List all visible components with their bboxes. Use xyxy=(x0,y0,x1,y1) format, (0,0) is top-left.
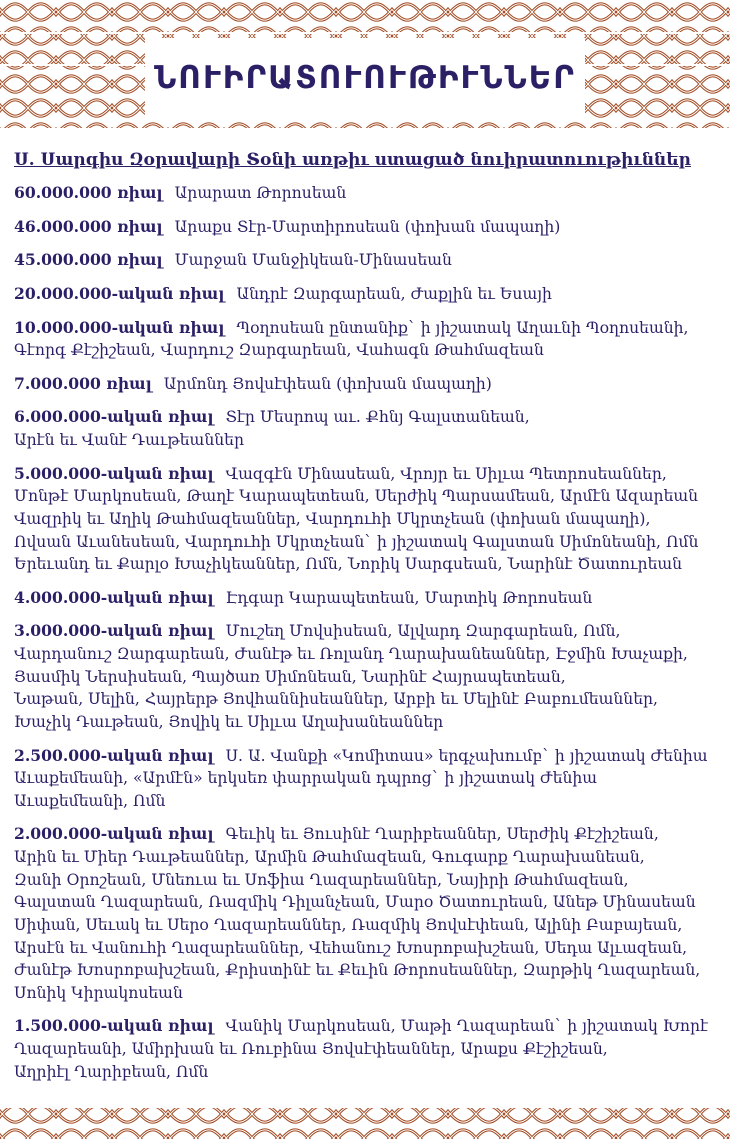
donation-entry xyxy=(14,823,714,1004)
donation-amount: 46.000.000 ռիալ xyxy=(14,216,163,236)
donation-entry xyxy=(14,406,714,451)
donor-names-line: Նաթան, Սելին, Հայրերթ Յովհաննիսեաններ, Արբի եւ Մելինէ Բաբումեաններ, xyxy=(14,690,659,709)
donation-entry xyxy=(14,317,714,362)
donation-amount: 6.000.000-ական ռիալ xyxy=(14,407,214,427)
donor-names-line: Վարդանուշ Զարգարեան, Ժանէթ եւ Ռոլանդ Ղարախանեաններ, Էջմին Խաչաքի, xyxy=(14,645,688,663)
donation-amount: 60.000.000 ռիալ xyxy=(14,183,163,202)
donation-entry xyxy=(14,182,714,205)
donations-list xyxy=(14,150,714,1094)
donor-names-line: Մարջան Մանջիկեան-Մինասեան xyxy=(174,251,452,270)
donor-names-line: Ղազարեանի, Ամիրխան եւ Ռուբինա Յովսէփեաններ, Արաքս Քէշիշեան, xyxy=(14,1040,608,1058)
donor-names-line: Արին եւ Միեր Դաւթեաններ, Արմին Թահմազեան, Գուգարք Ղարախանեան, xyxy=(14,848,645,866)
donor-names-line: Անդրէ Զարգարեան, Ժաքլին եւ Եսայի xyxy=(236,284,552,303)
donor-names-line: Մուշեղ Մովսիսեան, Ալվարդ Զարգարեան, Ոմն, xyxy=(225,622,621,641)
donation-entry xyxy=(14,745,714,813)
donor-names-line: Էդգար Կարապետեան, Մարտիկ Թորոսեան xyxy=(225,588,593,607)
donor-names-line: Աւաքեմեանի, Ոմն xyxy=(14,791,166,810)
donation-amount: 1.500.000-ական ռիալ xyxy=(14,1016,214,1036)
donor-names-line: Սիփան, Սեւակ եւ Սերօ Ղազարեաններ, Ռազմիկ Յովսէփեան, Ալինի Բաբայեան, xyxy=(14,915,683,934)
donation-amount: 5.000.000-ական ռիալ xyxy=(14,463,214,483)
donation-entry xyxy=(14,283,714,306)
donor-names-line: Արարատ Թորոսեան xyxy=(174,184,347,202)
donor-names-line: Վանիկ Մարկոսեան, Մաթի Ղազարեան` ի յիշատակ Խորէ xyxy=(225,1017,709,1036)
donation-amount: 45.000.000 ռիալ xyxy=(14,250,163,270)
donor-names-line: Գէորգ Քէշիշեան, Վարդուշ Զարգարեան, Վահագն Թահմազեան xyxy=(14,341,544,360)
donor-names-line: Ս. Ա. Վանքի «Կոմիտաս» երգչախումբ` ի յիշատակ Ժենիա xyxy=(225,746,708,765)
donor-names-line: Խաչիկ Դաւթեան, Յովիկ եւ Սիլւա Աղախանեաններ xyxy=(14,712,444,731)
donation-amount: 3.000.000-ական ռիալ xyxy=(14,621,214,641)
entries-container xyxy=(14,182,714,1083)
title-box xyxy=(145,38,585,118)
donation-entry xyxy=(14,620,714,733)
donation-amount: 2.000.000-ական ռիալ xyxy=(14,824,214,844)
donation-amount: 2.500.000-ական ռիալ xyxy=(14,745,214,765)
donation-amount: 10.000.000-ական ռիալ xyxy=(14,317,225,337)
page-title: ՆՈՒԻՐԱՏՈՒՈՒԹԻՒՆՆԵՐ xyxy=(154,60,576,96)
donation-entry xyxy=(14,373,714,396)
section-heading: Ս. Սարգիս Զօրավարի Տօնի առթիւ ստացած նուիրատուութիւններ xyxy=(14,150,691,170)
donor-names-line: Աղրիէլ Ղարիբեան, Ոմն xyxy=(14,1062,209,1081)
donation-amount: 4.000.000-ական ռիալ xyxy=(14,587,214,607)
donor-names-line: Տէր Մեսրոպ աւ. Քհնյ Գալստանեան, xyxy=(225,408,530,427)
bottom-ornament-band xyxy=(0,1102,730,1139)
donor-names-line: Գեւիկ եւ Յուսինէ Ղարիբեաններ, Սերժիկ Քէշիշեան, xyxy=(225,825,659,844)
donor-names-line: Զանի Օրոշեան, Մնեուա եւ Սոֆիա Ղազարեաններ, Նայիրի Թահմազեան, xyxy=(14,870,629,889)
donation-amount: 7.000.000 ռիալ xyxy=(14,373,152,393)
donor-names-line: Արաքս Տէր-Մարտիրոսեան (փոխան մապաղի) xyxy=(174,217,561,236)
donation-entry xyxy=(14,249,714,272)
donation-entry xyxy=(14,216,714,239)
donor-names-line: Սոնիկ Կիրակոսեան xyxy=(14,983,183,1002)
donor-names-line: Արմոնդ Յովսէփեան (փոխան մապաղի) xyxy=(163,374,492,393)
donation-entry xyxy=(14,587,714,610)
donor-names-line: Վազրիկ եւ Աղիկ Թահմազեաններ, Վարդուհի Մկրտչեան (փոխան մապաղի), xyxy=(14,509,651,528)
donor-names-line: Վազգէն Մինասեան, Վրոյր եւ Սիլւա Պետրոսեաններ, xyxy=(225,464,667,483)
donor-names-line: Մոնթէ Մարկոսեան, Թաղէ Կարապետեան, Սերժիկ Պարսամեան, Արմէն Ազարեան xyxy=(14,487,699,506)
donation-amount: 20.000.000-ական ռիալ xyxy=(14,283,225,303)
donor-names-line: Գալստան Ղազարեան, Ռազմիկ Դիլանչեան, Մարօ Ծատուրեան, Անեթ Մինասեան xyxy=(14,893,696,912)
donor-names-line: Արէն եւ Վանէ Դաւթեաններ xyxy=(14,431,245,449)
donor-names-line: Երեւանդ եւ Քարլօ Խաչիկեաններ, Ոմն, Նորիկ Սարգսեան, Նարինէ Ծատուրեան xyxy=(14,555,683,574)
donation-entry xyxy=(14,1015,714,1083)
donor-names-line: Աւաքեմեանի, «Արմէն» երկսեռ փարրական դպրոց` ի յիշատակ Ժենիա xyxy=(14,769,598,788)
donor-names-line: Պօղոսեան ընտանիք` ի յիշատակ Աղաւնի Պօղոսեանի, xyxy=(236,318,689,337)
donor-names-line: Յասմիկ Ներսիսեան, Պայծառ Սիմոնեան, Նարինէ Հայրապետեան, xyxy=(14,667,566,686)
donor-names-line: Ովսան Աւանեսեան, Վարդուհի Մկրտչեան` ի յիշատակ Գալստան Սիմոնեանի, Ոմն xyxy=(14,532,699,551)
donor-names-line: Ժանէթ Խոսրոբախշեան, Քրիստինէ եւ Քեւին Թորոսեաններ, Զարթիկ Ղազարեան, xyxy=(14,961,701,980)
donation-entry xyxy=(14,463,714,576)
donor-names-line: Արսէն եւ Վանուհի Ղազարեաններ, Վեհանուշ Խոսրոբախշեան, Սեդա Ալւազեան, xyxy=(14,938,688,957)
